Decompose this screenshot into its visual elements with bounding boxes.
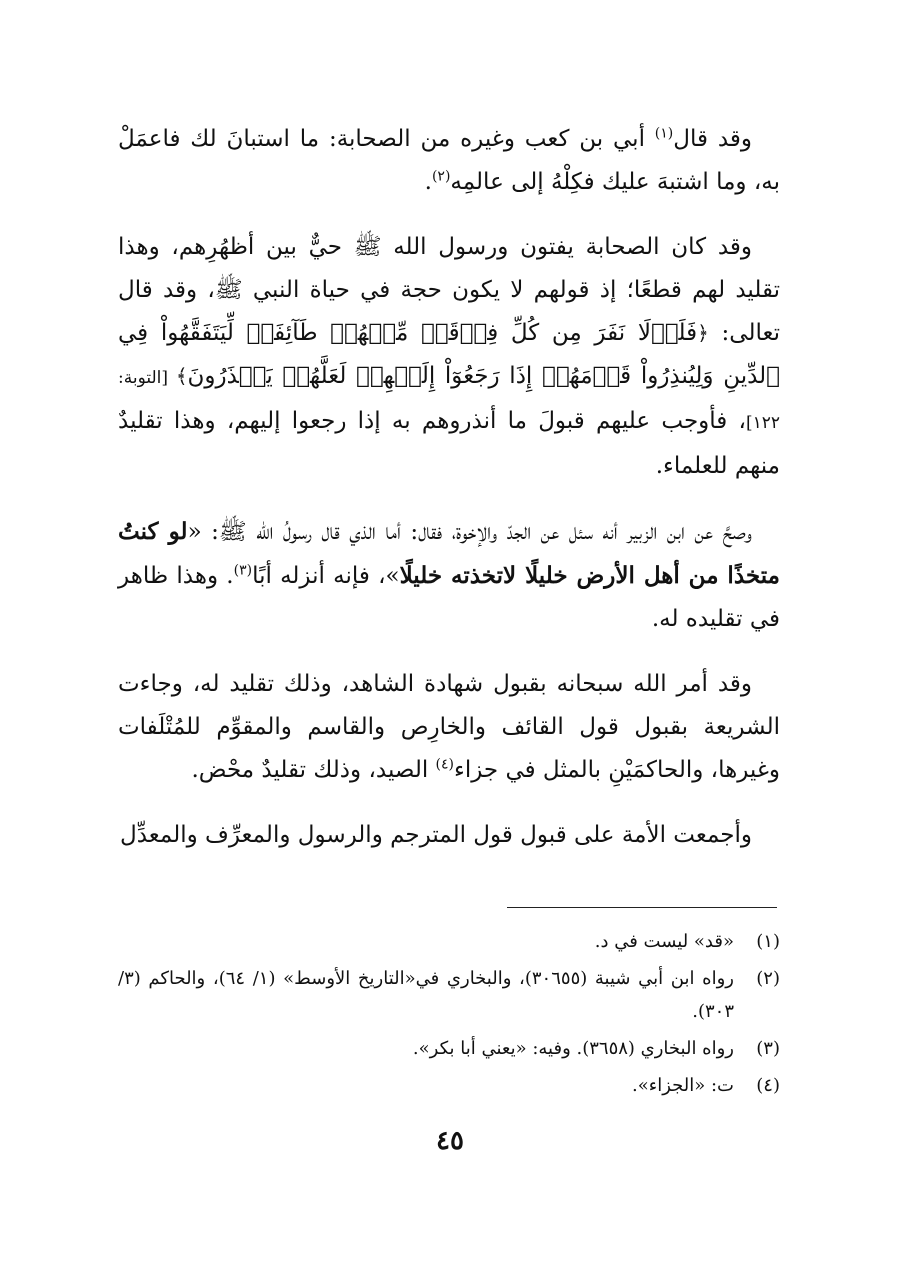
paragraph-1-text-a: وقد قال: [673, 126, 752, 152]
footnote-1: [118, 925, 780, 958]
footnote-number: (٤): [756, 1075, 780, 1096]
footnote-number: (٢): [756, 968, 780, 989]
quran-close-bracket: ﴾: [175, 364, 188, 388]
main-text: [118, 118, 780, 879]
footnote-text: ت: «الجزاء».: [632, 1075, 734, 1096]
quran-open-bracket: ﴿: [697, 321, 709, 345]
hadith-quote: لو كنتُ متخذًا من أهل الأرض خليلًا لاتخذته خليلًا: [118, 518, 780, 589]
paragraph-1: [118, 118, 780, 204]
footnotes: [118, 925, 780, 1106]
paragraph-4-text-a: وقد أمر الله سبحانه بقبول شهادة الشاهد، وذلك تقليد له، وجاءت الشريعة بقبول قول القائف والخارِص والقاسم والمقوِّم للمُتْلَفات وغيرها، والحاكمَيْنِ بالمثل في جزاء: [118, 671, 780, 783]
footnote-separator: [507, 907, 777, 908]
page-number: ٤٥: [436, 1126, 464, 1156]
footnote-ref-1[interactable]: (١): [654, 125, 674, 142]
footnote-ref-3[interactable]: (٣): [233, 562, 253, 579]
footnote-ref-4[interactable]: (٤): [435, 756, 455, 773]
paragraph-2: [118, 226, 780, 488]
quran-source: [التوبة: ١٢٢]: [118, 368, 780, 433]
paragraph-5-text-a: وأجمعت الأمة على قبول قول المترجم والرسول والمعرِّف والمعدِّل: [120, 822, 752, 848]
paragraph-3-text-a: وصحَّ عن ابن الزبير أنه سئل عن الجدّ والإخوة، فقال: أما الذي قال رسولُ الله ﷺ: «: [187, 519, 752, 545]
paragraph-4-text-b: الصيد، وذلك تقليدٌ محْض.: [191, 757, 436, 783]
footnote-3: [118, 1032, 780, 1065]
footnote-text: «قد» ليست في د.: [594, 931, 734, 952]
footnote-text: رواه ابن أبي شيبة (٣٠٦٥٥)، والبخاري في«التاريخ الأوسط» (١/ ٦٤)، والحاكم (٣/ ٣٠٣).: [118, 968, 734, 1022]
footnote-number: (٣): [756, 1038, 780, 1059]
footnote-text: رواه البخاري (٣٦٥٨). وفيه: «يعني أبا بكر».: [412, 1038, 734, 1059]
footnote-2: [118, 962, 780, 1028]
paragraph-4: [118, 663, 780, 792]
paragraph-3-text-b: »، فإنه أنزله أبًا: [252, 563, 400, 589]
paragraph-2-text-b: ، فأوجب عليهم قبولَ ما أنذروهم به إذا رجعوا إليهم، وهذا تقليدٌ منهم للعلماء.: [118, 408, 780, 479]
footnote-number: (١): [756, 931, 780, 952]
paragraph-1-text-c: .: [424, 169, 432, 195]
paragraph-5: [118, 814, 780, 857]
paragraph-2-text-a: وقد كان الصحابة يفتون ورسول الله ﷺ حيٌّ بين أظهُرِهم، وهذا تقليد لهم قطعًا؛ إذ قولهم لا يكون حجة في حياة النبي ﷺ، وقد قال تعالى:: [118, 234, 780, 346]
footnote-4: [118, 1069, 780, 1102]
footnote-ref-2[interactable]: (٢): [431, 168, 451, 185]
paragraph-1-text-b: أبي بن كعب وغيره من الصحابة: ما استبانَ لك فاعمَلْ به، وما اشتبهَ عليك فكِلْهُ إلى عالمِه: [118, 126, 780, 195]
paragraph-3-text-c: . وهذا ظاهر في تقليده له.: [118, 563, 780, 632]
paragraph-3: [118, 510, 780, 641]
quran-verse: فَلَوۡلَا نَفَرَ مِن كُلِّ فِرۡقَةٖ مِّنۡهُمۡ طَآئِفَةٞ لِّيَتَفَقَّهُواْ فِي ٱلدِّينِ وَلِيُنذِرُواْ قَوۡمَهُمۡ إِذَا رَجَعُوٓاْ إِلَيۡهِمۡ لَعَلَّهُمۡ يَحۡذَرُونَ: [118, 320, 780, 389]
